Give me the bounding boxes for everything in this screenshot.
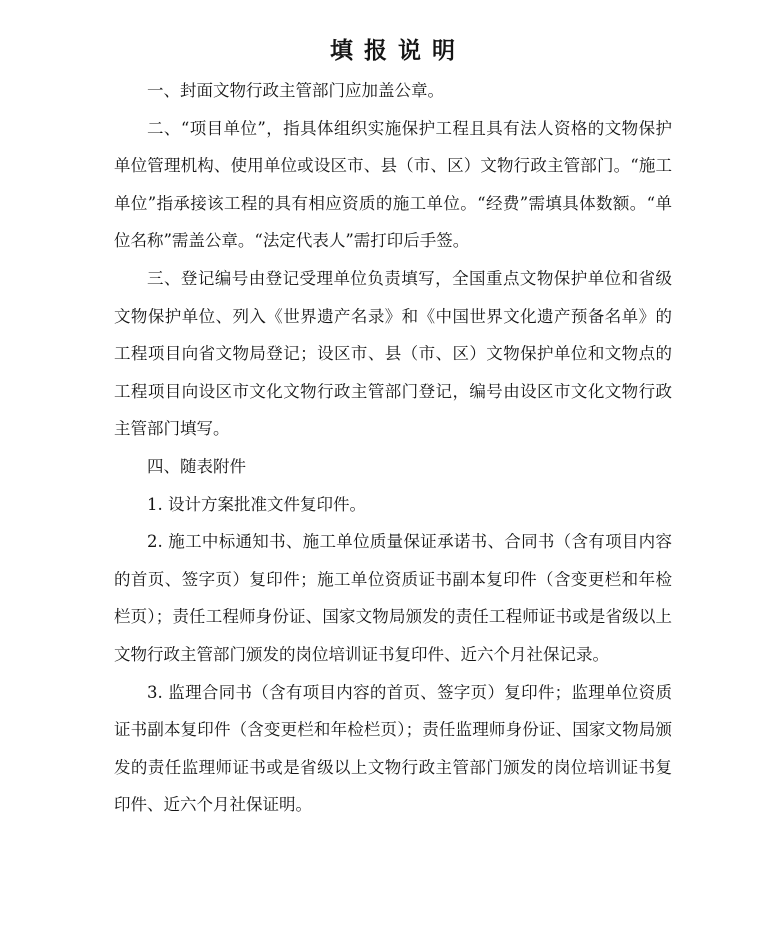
paragraph-attachment-2: 2. 施工中标通知书、施工单位质量保证承诺书、合同书（含有项目内容的首页、签字页）复印件；施工单位资质证书副本复印件（含变更栏和年检栏页）；责任工程师身份证、国家文物局颁发的责任工程师证书或是省级以上文物行政主管部门颁发的岗位培训证书复印件、近六个月社保记录。 (114, 532, 672, 664)
paragraph-cover-seal: 一、封面文物行政主管部门应加盖公章。 (147, 81, 444, 100)
paragraph-attachment-3: 3. 监理合同书（含有项目内容的首页、签字页）复印件；监理单位资质证书副本复印件（含变更栏和年检栏页）；责任监理师身份证、国家文物局颁发的责任监理师证书或是省级以上文物行政主管部门颁发的岗位培训证书复印件、近六个月社保证明。 (114, 682, 672, 815)
paragraph-unit-definitions: 二、“项目单位”，指具体组织实施保护工程且具有法人资格的文物保护单位管理机构、使用单位或设区市、县（市、区）文物行政主管部门。“施工单位”指承接该工程的具有相应资质的施工单位。“经费”需填具体数额。“单位名称”需盖公章。“法定代表人”需打印后手签。 (114, 118, 672, 251)
paragraph-registration-number: 三、登记编号由登记受理单位负责填写，全国重点文物保护单位和省级文物保护单位、列入《世界遗产名录》和《中国世界文化遗产预备名单》的工程项目向省文物局登记；设区市、县（市、区）文物保护单位和文物点的工程项目向设区市文化文物行政主管部门登记，编号由设区市文化文物行政主管部门填写。 (114, 268, 672, 439)
paragraph-attachments-heading: 四、随表附件 (147, 456, 246, 476)
paragraph-attachment-1: 1. 设计方案批准文件复印件。 (147, 494, 366, 514)
document-body (114, 72, 672, 824)
document-title: 填报说明 (330, 37, 466, 64)
